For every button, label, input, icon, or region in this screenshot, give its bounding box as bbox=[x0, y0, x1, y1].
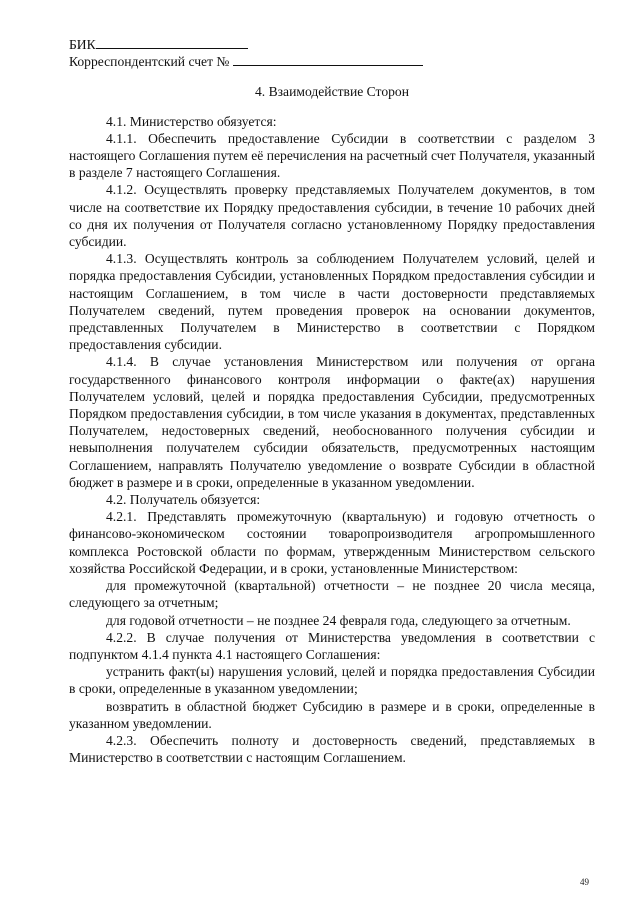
section-title: 4. Взаимодействие Сторон bbox=[255, 84, 409, 100]
document-page bbox=[69, 36, 595, 766]
paragraph-4-1-1: 4.1.1. Обеспечить предоставление Субсидии в соответствии с разделом 3 настоящего Соглашения путем её перечисления на расчетный счет Получателя, указанный в разделе 7 настоящего Соглашения. bbox=[69, 130, 595, 181]
paragraph-return-subsidy: возвратить в областной бюджет Субсидию в размере и в сроки, определенные в указанном уведомлении. bbox=[69, 698, 595, 731]
paragraph-4-2-1: 4.2.1. Представлять промежуточную (квартальную) и годовую отчетность о финансово-экономическом состоянии товаропроизводителя агропромышленного комплекса Ростовской области по формам, утвержденным Министерством сельского хозяйства Российской Федерации, и в сроки, установленные Министерством: bbox=[69, 509, 595, 576]
paragraph-4-1-3: 4.1.3. Осуществлять контроль за соблюдением Получателем условий, целей и порядка предоставления Субсидии, установленных Порядком предоставления субсидии и настоящим Соглашением, в том числе в части достоверности представляемых Получателем сведений, путем проведения проверок на основании документов, представленных Получателем в Министерство в соответствии с Порядком предоставления субсидии. bbox=[69, 251, 595, 353]
bik-label: БИК bbox=[69, 37, 96, 52]
paragraph-4-1: 4.1. Министерство обязуется: bbox=[106, 113, 277, 129]
paragraph-4-1-4: 4.1.4. В случае установления Министерством или получения от органа государственного финансового контроля информации о факте(ах) нарушения Получателем условий, целей и порядка предоставления Субсидии, предусмотренных Порядком предоставления субсидии, в том числе указания в документах, представленных Получателем, недостоверных сведений, необоснованного получения субсидии и невыполнения получателем субсидии обязательств, предусмотренных настоящим Соглашением, направлять Получателю уведомление о возврате Субсидии в областной бюджет в размере и в сроки, определенные в указанном уведомлении. bbox=[69, 354, 595, 490]
corr-account-label: Корреспондентский счет № bbox=[69, 54, 230, 70]
paragraph-4-2-3: 4.2.3. Обеспечить полноту и достоверность сведений, представляемых в Министерство в соответствии с настоящим Соглашением. bbox=[69, 732, 595, 766]
paragraph-eliminate-violations: устранить факт(ы) нарушения условий, целей и порядка предоставления Субсидии в сроки, определенные в указанном уведомлении; bbox=[69, 664, 595, 697]
paragraph-quarterly-report: для промежуточной (квартальной) отчетности – не позднее 20 числа месяца, следующего за отчетным; bbox=[69, 578, 595, 611]
paragraph-annual-report: для годовой отчетности – не позднее 24 февраля года, следующего за отчетным. bbox=[106, 612, 571, 628]
paragraph-4-1-2: 4.1.2. Осуществлять проверку представляемых Получателем документов, в том числе на соответствие их Порядку предоставления субсидии, в течение 10 рабочих дней со дня их получения от Получателя согласно установленному Порядку предоставления субсидии. bbox=[69, 182, 595, 250]
corr-account-line bbox=[69, 53, 595, 70]
paragraph-4-2-2: 4.2.2. В случае получения от Министерства уведомления в соответствии с подпунктом 4.1.4 пункта 4.1 настоящего Соглашения: bbox=[69, 629, 595, 662]
page-number: 49 bbox=[580, 877, 589, 887]
bik-line bbox=[69, 36, 595, 53]
bik-blank bbox=[96, 37, 248, 49]
corr-account-blank bbox=[233, 54, 423, 66]
paragraph-4-2: 4.2. Получатель обязуется: bbox=[106, 492, 261, 508]
